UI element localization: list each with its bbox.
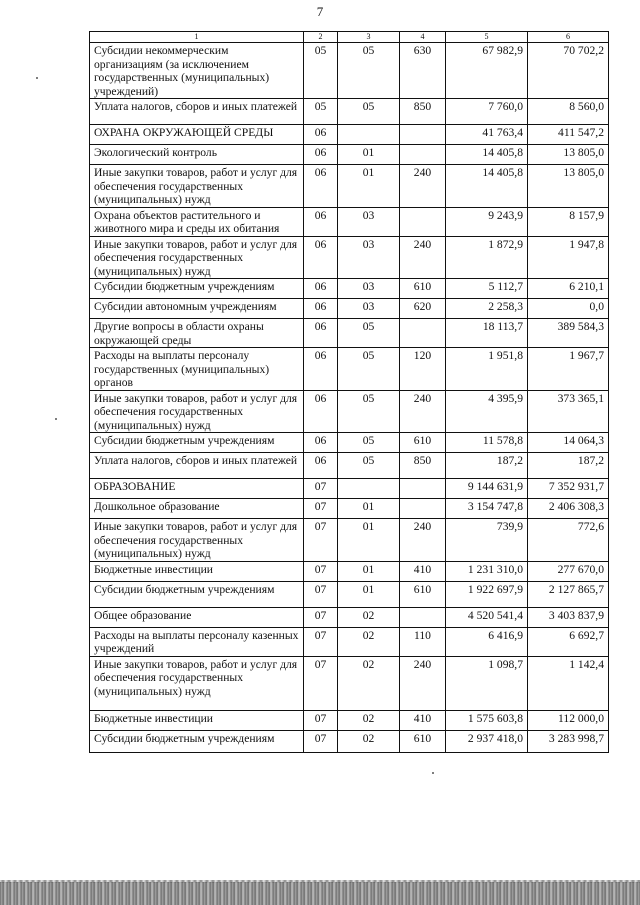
- section-code-cell: 07: [304, 710, 338, 730]
- subsection-code-cell: 03: [338, 207, 400, 236]
- row-name-cell: Дошкольное образование: [90, 499, 304, 519]
- amount-year1-cell: 14 405,8: [446, 165, 528, 208]
- table-row: [90, 207, 609, 236]
- table-row: [90, 627, 609, 656]
- column-header: 2: [304, 32, 338, 43]
- amount-year1-cell: 2 937 418,0: [446, 730, 528, 752]
- amount-year1-cell: 3 154 747,8: [446, 499, 528, 519]
- table-row: [90, 433, 609, 453]
- section-code-cell: 05: [304, 43, 338, 99]
- subsection-code-cell: 02: [338, 656, 400, 710]
- subsection-code-cell: 01: [338, 519, 400, 562]
- amount-year1-cell: 1 098,7: [446, 656, 528, 710]
- section-code-cell: 07: [304, 730, 338, 752]
- table-row: [90, 656, 609, 710]
- column-header: 3: [338, 32, 400, 43]
- table-row: [90, 581, 609, 607]
- section-code-cell: 06: [304, 390, 338, 433]
- subsection-code-cell: [338, 125, 400, 145]
- row-name-cell: Бюджетные инвестиции: [90, 561, 304, 581]
- amount-year2-cell: 2 406 308,3: [528, 499, 609, 519]
- amount-year1-cell: 5 112,7: [446, 279, 528, 299]
- section-code-cell: 05: [304, 99, 338, 125]
- section-code-cell: 07: [304, 581, 338, 607]
- expense-type-cell: [400, 125, 446, 145]
- expense-type-cell: [400, 145, 446, 165]
- table-row: [90, 145, 609, 165]
- table-row: [90, 125, 609, 145]
- amount-year2-cell: 8 157,9: [528, 207, 609, 236]
- amount-year1-cell: 4 520 541,4: [446, 607, 528, 627]
- subsection-code-cell: 01: [338, 561, 400, 581]
- section-code-cell: 07: [304, 499, 338, 519]
- amount-year1-cell: 41 763,4: [446, 125, 528, 145]
- row-name-cell: Экологический контроль: [90, 145, 304, 165]
- amount-year1-cell: 18 113,7: [446, 319, 528, 348]
- row-name-cell: Субсидии бюджетным учреждениям: [90, 433, 304, 453]
- row-name-cell: Субсидии бюджетным учреждениям: [90, 279, 304, 299]
- expense-type-cell: [400, 479, 446, 499]
- column-header: 1: [90, 32, 304, 43]
- amount-year1-cell: 4 395,9: [446, 390, 528, 433]
- row-name-cell: Субсидии автономным учреждениям: [90, 299, 304, 319]
- table-row: [90, 519, 609, 562]
- section-code-cell: 07: [304, 656, 338, 710]
- table-row: [90, 43, 609, 99]
- expense-type-cell: [400, 207, 446, 236]
- row-name-cell: Иные закупки товаров, работ и услуг для обеспечения государственных (муниципальных) нужд: [90, 519, 304, 562]
- subsection-code-cell: 05: [338, 99, 400, 125]
- column-header: 4: [400, 32, 446, 43]
- subsection-code-cell: 03: [338, 299, 400, 319]
- amount-year1-cell: 6 416,9: [446, 627, 528, 656]
- subsection-code-cell: 02: [338, 627, 400, 656]
- subsection-code-cell: 01: [338, 145, 400, 165]
- expense-type-cell: [400, 607, 446, 627]
- row-name-cell: Уплата налогов, сборов и иных платежей: [90, 453, 304, 479]
- table-row: [90, 479, 609, 499]
- row-name-cell: Субсидии некоммерческим организациям (за исключением государственных (муниципальных) учреждений): [90, 43, 304, 99]
- expense-type-cell: 240: [400, 519, 446, 562]
- amount-year2-cell: 8 560,0: [528, 99, 609, 125]
- section-code-cell: 06: [304, 453, 338, 479]
- table-row: [90, 453, 609, 479]
- scan-speck: [55, 418, 57, 420]
- expense-type-cell: [400, 499, 446, 519]
- expense-type-cell: 610: [400, 433, 446, 453]
- section-code-cell: 06: [304, 207, 338, 236]
- section-code-cell: 07: [304, 627, 338, 656]
- table-row: [90, 390, 609, 433]
- row-name-cell: Иные закупки товаров, работ и услуг для обеспечения государственных (муниципальных) нужд: [90, 390, 304, 433]
- table-row: [90, 279, 609, 299]
- subsection-code-cell: 05: [338, 390, 400, 433]
- row-name-cell: Иные закупки товаров, работ и услуг для обеспечения государственных (муниципальных) нужд: [90, 165, 304, 208]
- expense-type-cell: 850: [400, 99, 446, 125]
- expense-type-cell: 410: [400, 710, 446, 730]
- amount-year1-cell: 9 144 631,9: [446, 479, 528, 499]
- amount-year2-cell: 373 365,1: [528, 390, 609, 433]
- amount-year2-cell: 13 805,0: [528, 165, 609, 208]
- amount-year2-cell: 14 064,3: [528, 433, 609, 453]
- row-name-cell: Уплата налогов, сборов и иных платежей: [90, 99, 304, 125]
- amount-year1-cell: 67 982,9: [446, 43, 528, 99]
- subsection-code-cell: 01: [338, 165, 400, 208]
- amount-year1-cell: 739,9: [446, 519, 528, 562]
- expense-type-cell: 410: [400, 561, 446, 581]
- subsection-code-cell: 01: [338, 581, 400, 607]
- subsection-code-cell: 05: [338, 453, 400, 479]
- expense-type-cell: 630: [400, 43, 446, 99]
- table-row: [90, 319, 609, 348]
- amount-year2-cell: 411 547,2: [528, 125, 609, 145]
- scan-speck: [432, 772, 434, 774]
- amount-year2-cell: 389 584,3: [528, 319, 609, 348]
- section-code-cell: 07: [304, 479, 338, 499]
- row-name-cell: Расходы на выплаты персоналу государственных (муниципальных) органов: [90, 348, 304, 391]
- table-row: [90, 561, 609, 581]
- subsection-code-cell: 02: [338, 730, 400, 752]
- expense-type-cell: 240: [400, 656, 446, 710]
- column-header: 6: [528, 32, 609, 43]
- amount-year2-cell: 3 403 837,9: [528, 607, 609, 627]
- amount-year1-cell: 1 922 697,9: [446, 581, 528, 607]
- expense-type-cell: 240: [400, 390, 446, 433]
- row-name-cell: ОБРАЗОВАНИЕ: [90, 479, 304, 499]
- amount-year2-cell: 2 127 865,7: [528, 581, 609, 607]
- scan-edge-noise: [0, 882, 640, 905]
- amount-year1-cell: 187,2: [446, 453, 528, 479]
- table-row: [90, 607, 609, 627]
- subsection-code-cell: 03: [338, 236, 400, 279]
- subsection-code-cell: 02: [338, 710, 400, 730]
- section-code-cell: 06: [304, 125, 338, 145]
- section-code-cell: 07: [304, 561, 338, 581]
- expense-type-cell: 240: [400, 236, 446, 279]
- section-code-cell: 06: [304, 433, 338, 453]
- amount-year2-cell: 1 967,7: [528, 348, 609, 391]
- row-name-cell: ОХРАНА ОКРУЖАЮЩЕЙ СРЕДЫ: [90, 125, 304, 145]
- subsection-code-cell: [338, 479, 400, 499]
- section-code-cell: 06: [304, 165, 338, 208]
- amount-year2-cell: 1 947,8: [528, 236, 609, 279]
- amount-year1-cell: 1 872,9: [446, 236, 528, 279]
- section-code-cell: 07: [304, 519, 338, 562]
- column-header: 5: [446, 32, 528, 43]
- amount-year2-cell: 6 210,1: [528, 279, 609, 299]
- amount-year2-cell: 0,0: [528, 299, 609, 319]
- subsection-code-cell: 05: [338, 319, 400, 348]
- amount-year1-cell: 1 231 310,0: [446, 561, 528, 581]
- table-row: [90, 499, 609, 519]
- amount-year2-cell: 3 283 998,7: [528, 730, 609, 752]
- expense-type-cell: [400, 319, 446, 348]
- row-name-cell: Охрана объектов растительного и животного мира и среды их обитания: [90, 207, 304, 236]
- table-row: [90, 348, 609, 391]
- subsection-code-cell: 03: [338, 279, 400, 299]
- row-name-cell: Расходы на выплаты персоналу казенных учреждений: [90, 627, 304, 656]
- expense-type-cell: 620: [400, 299, 446, 319]
- section-code-cell: 06: [304, 236, 338, 279]
- amount-year2-cell: 187,2: [528, 453, 609, 479]
- table-row: [90, 710, 609, 730]
- section-code-cell: 06: [304, 279, 338, 299]
- table-row: [90, 165, 609, 208]
- row-name-cell: Общее образование: [90, 607, 304, 627]
- section-code-cell: 06: [304, 319, 338, 348]
- amount-year2-cell: 13 805,0: [528, 145, 609, 165]
- table-row: [90, 299, 609, 319]
- section-code-cell: 06: [304, 145, 338, 165]
- row-name-cell: Бюджетные инвестиции: [90, 710, 304, 730]
- expense-type-cell: 110: [400, 627, 446, 656]
- subsection-code-cell: 05: [338, 43, 400, 99]
- amount-year1-cell: 14 405,8: [446, 145, 528, 165]
- row-name-cell: Субсидии бюджетным учреждениям: [90, 581, 304, 607]
- expense-type-cell: 610: [400, 581, 446, 607]
- expense-type-cell: 610: [400, 279, 446, 299]
- amount-year2-cell: 112 000,0: [528, 710, 609, 730]
- expense-type-cell: 610: [400, 730, 446, 752]
- row-name-cell: Иные закупки товаров, работ и услуг для обеспечения государственных (муниципальных) нужд: [90, 236, 304, 279]
- amount-year1-cell: 2 258,3: [446, 299, 528, 319]
- column-number-row: [90, 32, 609, 43]
- amount-year2-cell: 7 352 931,7: [528, 479, 609, 499]
- section-code-cell: 06: [304, 348, 338, 391]
- subsection-code-cell: 01: [338, 499, 400, 519]
- amount-year1-cell: 11 578,8: [446, 433, 528, 453]
- row-name-cell: Другие вопросы в области охраны окружающей среды: [90, 319, 304, 348]
- expense-type-cell: 120: [400, 348, 446, 391]
- table-row: [90, 730, 609, 752]
- row-name-cell: Субсидии бюджетным учреждениям: [90, 730, 304, 752]
- amount-year2-cell: 277 670,0: [528, 561, 609, 581]
- amount-year2-cell: 70 702,2: [528, 43, 609, 99]
- expense-type-cell: 240: [400, 165, 446, 208]
- page-number: 7: [316, 4, 324, 19]
- amount-year1-cell: 1 951,8: [446, 348, 528, 391]
- subsection-code-cell: 02: [338, 607, 400, 627]
- budget-table: [89, 31, 609, 753]
- amount-year1-cell: 7 760,0: [446, 99, 528, 125]
- subsection-code-cell: 05: [338, 433, 400, 453]
- section-code-cell: 06: [304, 299, 338, 319]
- amount-year1-cell: 9 243,9: [446, 207, 528, 236]
- expense-type-cell: 850: [400, 453, 446, 479]
- subsection-code-cell: 05: [338, 348, 400, 391]
- table-row: [90, 236, 609, 279]
- section-code-cell: 07: [304, 607, 338, 627]
- amount-year2-cell: 1 142,4: [528, 656, 609, 710]
- amount-year2-cell: 6 692,7: [528, 627, 609, 656]
- table-row: [90, 99, 609, 125]
- row-name-cell: Иные закупки товаров, работ и услуг для обеспечения государственных (муниципальных) нужд: [90, 656, 304, 710]
- amount-year1-cell: 1 575 603,8: [446, 710, 528, 730]
- scan-speck: [36, 77, 38, 79]
- amount-year2-cell: 772,6: [528, 519, 609, 562]
